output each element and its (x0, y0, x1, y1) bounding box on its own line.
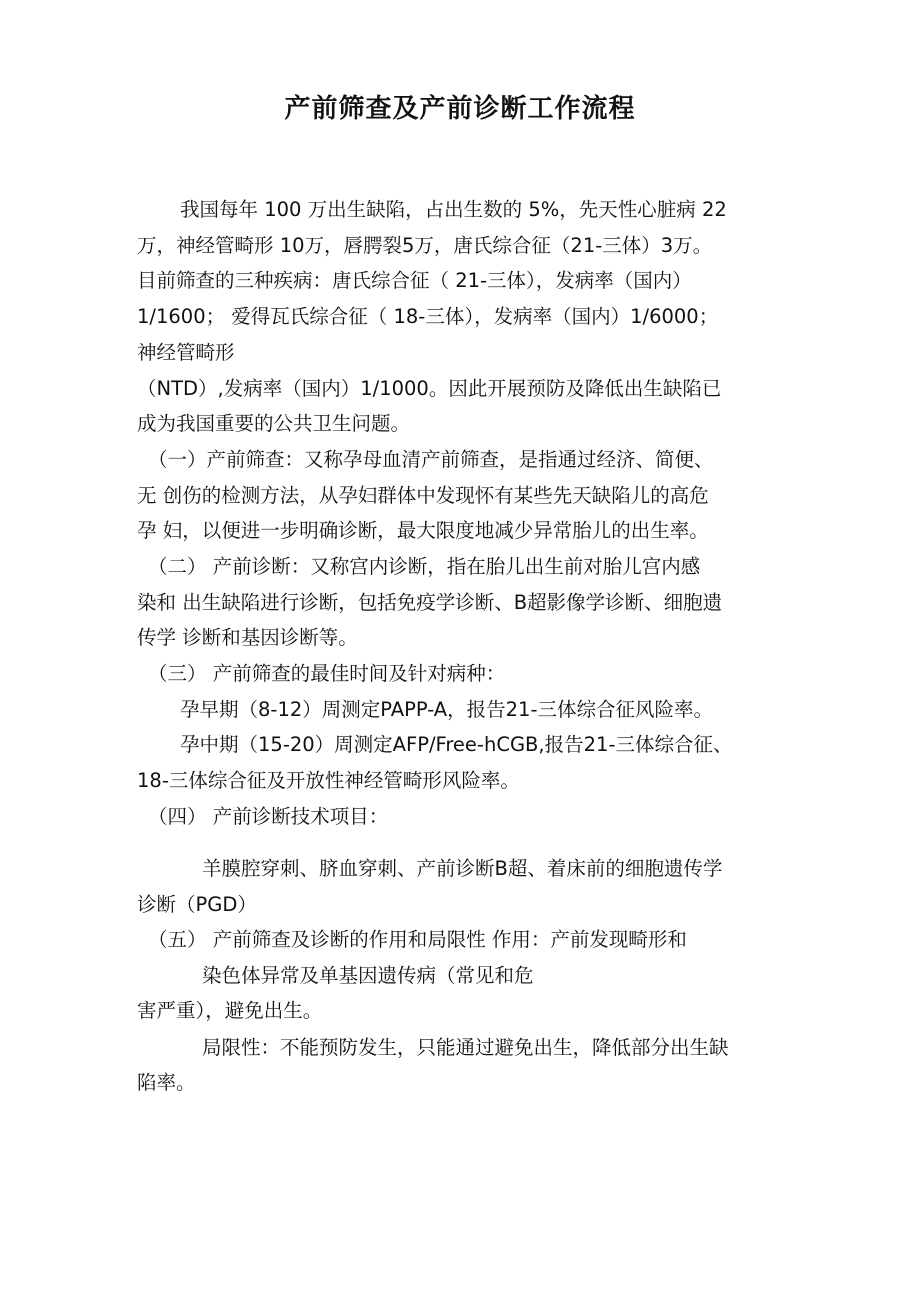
paragraph-line: （四） 产前诊断技术项目： (148, 805, 389, 828)
paragraph-line: 染色体异常及单基因遗传病（常见和危 (202, 964, 534, 987)
paragraph-line: 1/1600； 爱得瓦氏综合征（ 18-三体），发病率（国内）1/6000； (137, 305, 719, 328)
paragraph-line: 陷率。 (137, 1071, 196, 1094)
paragraph-line: 我国每年 100 万出生缺陷，占出生数的 5%，先天性心脏病 22 (180, 198, 727, 221)
paragraph-line: 害严重），避免出生。 (137, 999, 323, 1022)
paragraph-line: 染和 出生缺陷进行诊断，包括免疫学诊断、B超影像学诊断、细胞遗 (137, 591, 723, 614)
paragraph-line: 神经管畸形 (137, 341, 235, 364)
paragraph-line: （NTD）,发病率（国内）1/1000。因此开展预防及降低出生缺陷已 (137, 377, 722, 400)
paragraph-line: 18-三体综合征及开放性神经管畸形风险率。 (137, 769, 520, 792)
paragraph-line: 成为我国重要的公共卫生问题。 (137, 412, 411, 435)
paragraph-line: 无 创伤的检测方法，从孕妇群体中发现怀有某些先天缺陷儿的高危 (137, 484, 709, 507)
document-title: 产前筛查及产前诊断工作流程 (284, 94, 636, 124)
paragraph-line: 诊断（PGD） (137, 893, 257, 916)
paragraph-line: 局限性：不能预防发生，只能通过避免出生，降低部分出生缺 (202, 1036, 729, 1059)
paragraph-line: 传学 诊断和基因诊断等。 (137, 626, 358, 649)
paragraph-line: （一）产前筛查：又称孕母血清产前筛查，是指通过经济、简便、 (148, 448, 714, 471)
paragraph-line: 孕早期（8-12）周测定PAPP-A，报告21-三体综合征风险率。 (180, 698, 713, 721)
paragraph-line: 羊膜腔穿刺、脐血穿刺、产前诊断B超、着床前的细胞遗传学 (202, 857, 723, 880)
paragraph-line: 万，神经管畸形 10万，唇腭裂5万，唐氏综合征（21-三体）3万。 (137, 234, 713, 257)
paragraph-line: 孕 妇，以便进一步明确诊断，最大限度地减少异常胎儿的出生率。 (137, 519, 709, 542)
paragraph-line: 目前筛查的三种疾病：唐氏综合征（ 21-三体），发病率（国内） (137, 269, 692, 292)
paragraph-line: （二） 产前诊断：又称宫内诊断，指在胎儿出生前对胎儿宫内感 (148, 555, 701, 578)
paragraph-line: 孕中期（15-20）周测定AFP/Free-hCGB,报告21-三体综合征、 (180, 733, 733, 756)
paragraph-line: （三） 产前筛查的最佳时间及针对病种： (148, 662, 506, 685)
paragraph-line: （五） 产前筛查及诊断的作用和局限性 作用：产前发现畸形和 (148, 928, 687, 951)
